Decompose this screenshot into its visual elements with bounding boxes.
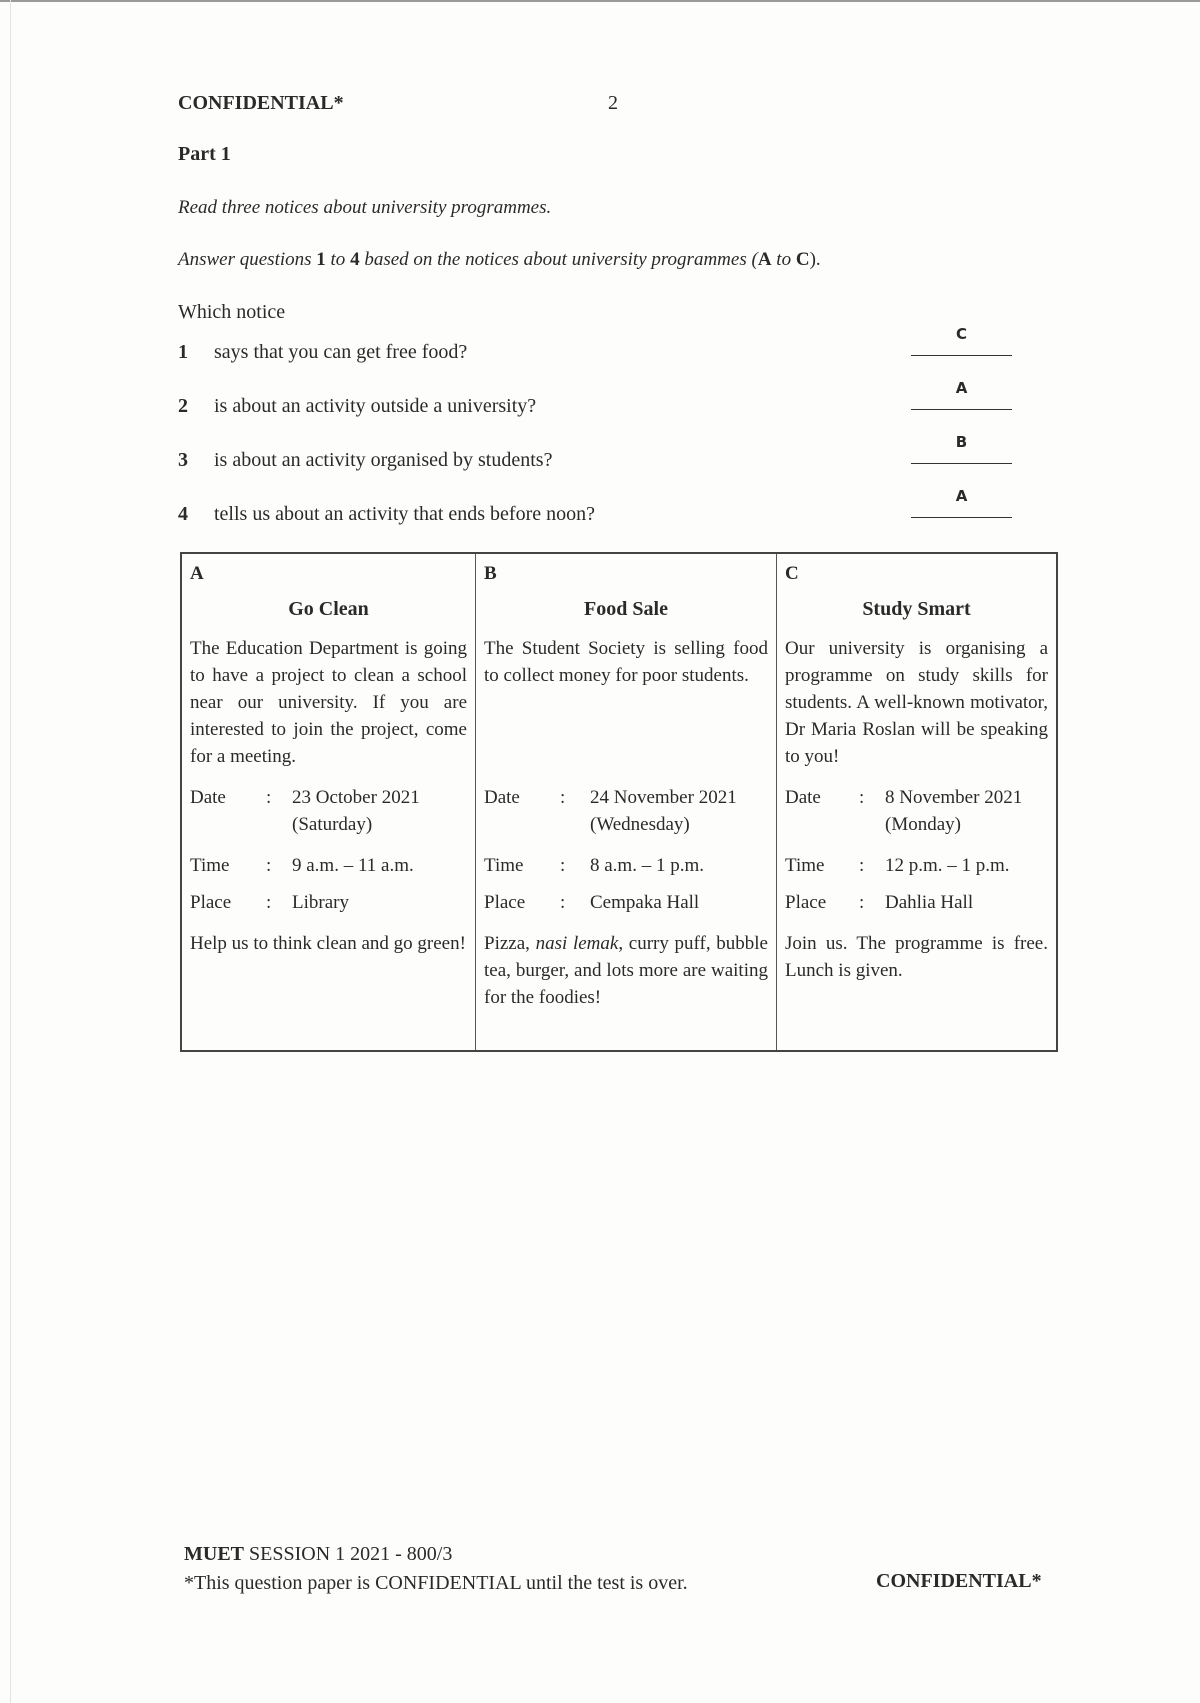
place-value: Library: [292, 892, 349, 913]
question-3: [178, 433, 1013, 485]
day-value: (Saturday): [292, 814, 373, 835]
answer-blank[interactable]: C: [911, 319, 1012, 356]
notice-date-row: [484, 784, 768, 838]
notice-time-row: [785, 852, 1048, 879]
part-title: Part 1: [178, 143, 231, 165]
notice-c: [777, 553, 1058, 1051]
time-value: 12 p.m. – 1 p.m.: [885, 855, 1010, 876]
notice-place-row: [484, 889, 768, 916]
question-number: 2: [178, 395, 188, 417]
colon: :: [560, 892, 566, 913]
question-2: [178, 379, 1013, 431]
place-label: Place: [484, 892, 526, 913]
question-4: [178, 487, 1013, 539]
notice-date-row: [190, 784, 467, 838]
notice-closing: Pizza, nasi lemak, curry puff, bubble tea, burger, and lots more are waiting for the foodies!: [484, 933, 768, 1008]
notices-table: [180, 552, 1058, 1052]
colon: :: [859, 892, 865, 913]
place-label: Place: [190, 892, 232, 913]
place-label: Place: [785, 892, 827, 913]
notice-body: Our university is organising a programme on study skills for students. A well-known motivator, Dr Maria Roslan will be speaking to you!: [785, 638, 1048, 767]
page-number: 2: [608, 92, 618, 114]
question-number: 3: [178, 449, 188, 471]
date-label: Date: [785, 787, 821, 808]
answer-blank[interactable]: A: [911, 373, 1012, 410]
time-value: 9 a.m. – 11 a.m.: [292, 855, 414, 876]
footer-confidential: CONFIDENTIAL*: [876, 1570, 1042, 1592]
footer-note: *This question paper is CONFIDENTIAL until the test is over.: [184, 1572, 688, 1594]
day-value: (Monday): [885, 814, 961, 835]
notice-body: The Student Society is selling food to collect money for poor students.: [484, 638, 768, 686]
place-value: Dahlia Hall: [885, 892, 974, 913]
notice-letter: A: [190, 563, 204, 584]
notice-place-row: [785, 889, 1048, 916]
notice-closing: Join us. The programme is free. Lunch is given.: [785, 933, 1048, 981]
question-1: [178, 325, 1013, 377]
colon: :: [560, 787, 566, 808]
question-text: tells us about an activity that ends before noon?: [214, 503, 596, 525]
notice-letter: C: [785, 563, 799, 584]
notice-place-row: [190, 889, 467, 916]
answer-blank[interactable]: B: [911, 427, 1012, 464]
notice-date-row: [785, 784, 1048, 838]
notice-time-row: [190, 852, 467, 879]
question-number: 1: [178, 341, 188, 363]
instruction-read: Read three notices about university programmes.: [178, 197, 552, 218]
question-text: is about an activity outside a university?: [214, 395, 537, 417]
instruction-answer: Answer questions 1 to 4 based on the notices about university programmes (A to C).: [178, 249, 821, 270]
colon: :: [560, 855, 566, 876]
colon: :: [266, 855, 272, 876]
which-notice-label: Which notice: [178, 301, 286, 323]
time-label: Time: [484, 855, 524, 876]
notice-b: [476, 553, 777, 1051]
notice-a: [181, 553, 476, 1051]
question-number: 4: [178, 503, 188, 525]
notice-closing: Help us to think clean and go green!: [190, 933, 466, 954]
notice-title: Study Smart: [862, 598, 971, 620]
header-confidential: CONFIDENTIAL*: [178, 92, 344, 114]
notice-time-row: [484, 852, 768, 879]
question-text: says that you can get free food?: [214, 341, 468, 363]
notice-title: Go Clean: [288, 598, 369, 620]
time-value: 8 a.m. – 1 p.m.: [590, 855, 704, 876]
colon: :: [266, 892, 272, 913]
date-value: 8 November 2021: [885, 787, 1023, 808]
day-value: (Wednesday): [590, 814, 690, 835]
date-value: 23 October 2021: [292, 787, 420, 808]
question-text: is about an activity organised by students?: [214, 449, 553, 471]
date-label: Date: [484, 787, 520, 808]
notice-body: The Education Department is going to have a project to clean a school near our university. If you are interested to join the project, come for a meeting.: [190, 638, 467, 767]
place-value: Cempaka Hall: [590, 892, 700, 913]
answer-blank[interactable]: A: [911, 481, 1012, 518]
colon: :: [859, 855, 865, 876]
time-label: Time: [785, 855, 825, 876]
time-label: Time: [190, 855, 230, 876]
date-label: Date: [190, 787, 226, 808]
notice-title: Food Sale: [584, 598, 668, 620]
footer-session: MUET SESSION 1 2021 - 800/3: [184, 1543, 453, 1565]
date-value: 24 November 2021: [590, 787, 737, 808]
colon: :: [859, 787, 865, 808]
colon: :: [266, 787, 272, 808]
scan-top-edge: [0, 0, 1200, 2]
scan-left-edge: [10, 0, 11, 1703]
notice-letter: B: [484, 563, 497, 584]
